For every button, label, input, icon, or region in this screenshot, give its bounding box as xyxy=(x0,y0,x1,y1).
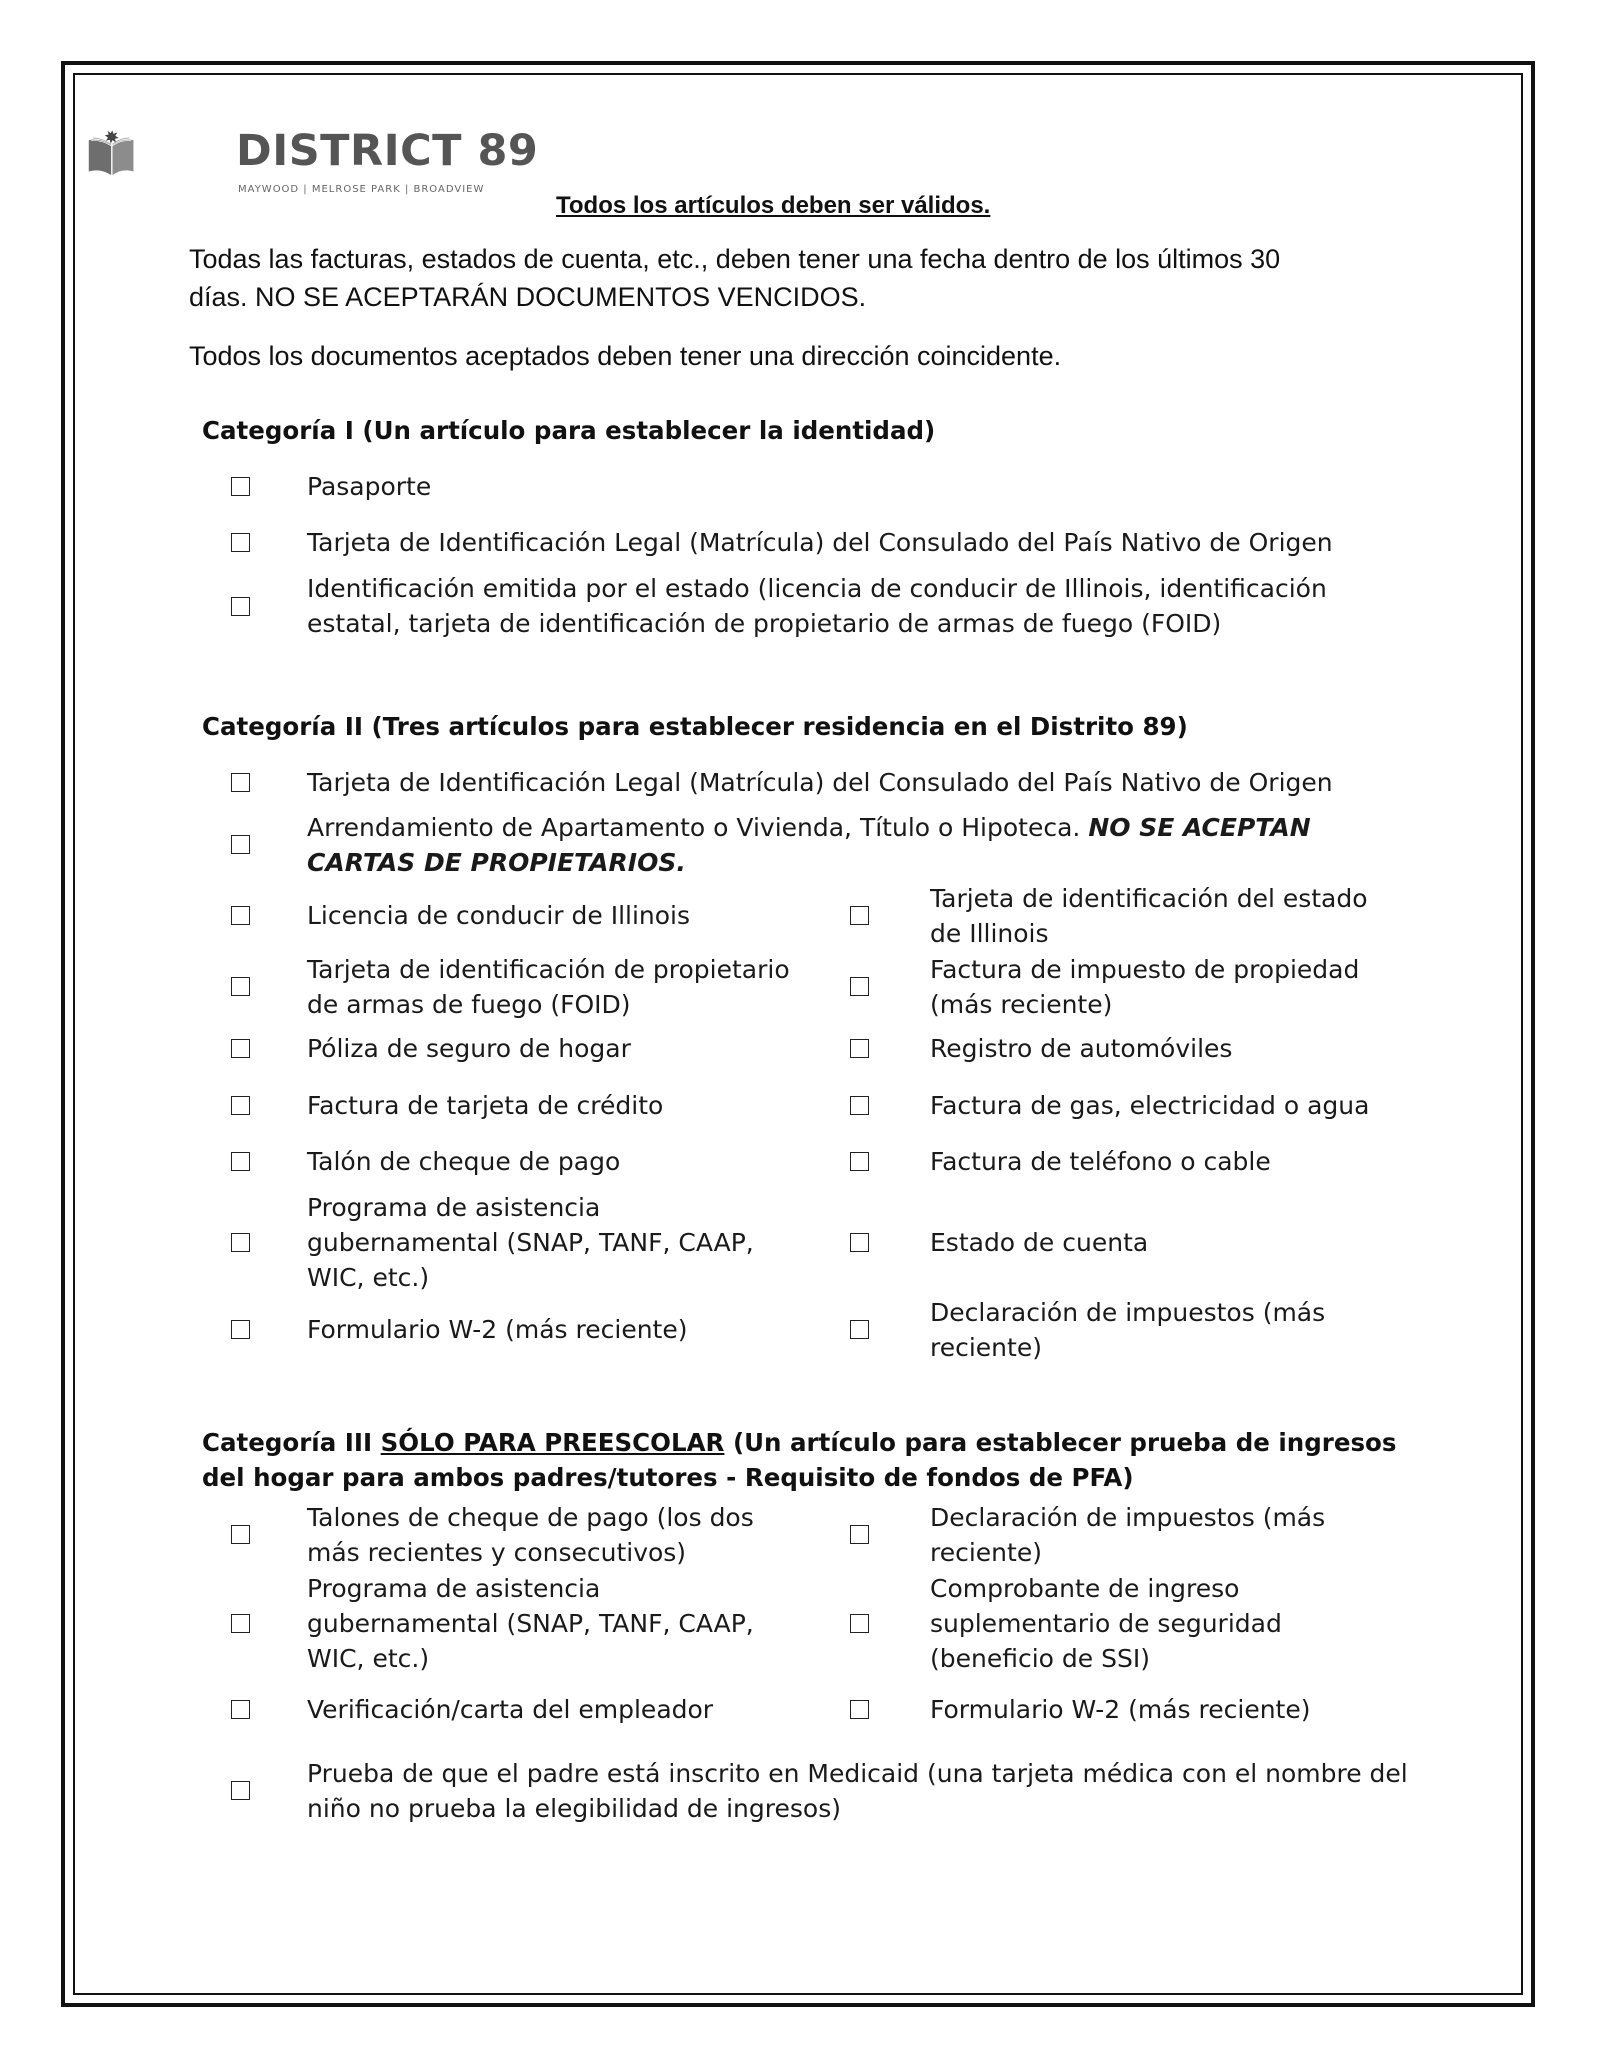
cat3-right-item: Formulario W-2 (más reciente) xyxy=(930,1695,1311,1724)
category-1-heading: Categoría I (Un artículo para establecer la identidad) xyxy=(202,416,936,445)
cat2-left-item: Licencia de conducir de Illinois xyxy=(307,901,691,930)
cat2-left-item: Tarjeta de identificación de propietario de armas de fuego (FOID) xyxy=(307,955,790,1019)
checkbox[interactable] xyxy=(231,906,250,925)
checkbox[interactable] xyxy=(231,1781,250,1800)
cat3-medicaid-item: Prueba de que el padre está inscrito en Medicaid (una tarjeta médica con el nombre del niño no prueba la elegibilidad de ingresos) xyxy=(307,1759,1408,1823)
checkbox[interactable] xyxy=(231,1096,250,1115)
checkbox[interactable] xyxy=(850,906,869,925)
cat3-right-item: Comprobante de ingreso suplementario de seguridad (beneficio de SSI) xyxy=(930,1574,1282,1673)
cat3-left-item: Talones de cheque de pago (los dos más recientes y consecutivos) xyxy=(307,1503,754,1567)
lease-text: Arrendamiento de Apartamento o Vivienda, Título o Hipoteca. xyxy=(307,813,1081,842)
logo-title: DISTRICT 89 xyxy=(236,126,539,176)
checkbox[interactable] xyxy=(231,1700,250,1719)
cat1-item: Identificación emitida por el estado (licencia de conducir de Illinois, identificación estatal, tarjeta de identificación de propietario de armas de fuego (FOID) xyxy=(307,574,1327,638)
checkbox[interactable] xyxy=(850,1096,869,1115)
intro-line-2: días. NO SE ACEPTARÁN DOCUMENTOS VENCIDOS. xyxy=(189,282,867,312)
cat2-left-item: Factura de tarjeta de crédito xyxy=(307,1091,664,1120)
cat2-right-item: Estado de cuenta xyxy=(930,1228,1149,1257)
cat2-right-item: Registro de automóviles xyxy=(930,1034,1233,1063)
cat2-right-item: Factura de impuesto de propiedad (más reciente) xyxy=(930,955,1360,1019)
checkbox[interactable] xyxy=(231,1152,250,1171)
checkbox[interactable] xyxy=(231,977,250,996)
cat1-item: Tarjeta de Identificación Legal (Matrícula) del Consulado del País Nativo de Origen xyxy=(307,528,1333,557)
checkbox[interactable] xyxy=(231,597,250,616)
district-logo-book-icon xyxy=(86,88,236,218)
cat2-item: Tarjeta de Identificación Legal (Matrícula) del Consulado del País Nativo de Origen xyxy=(307,768,1333,797)
cat3-left-item: Programa de asistencia gubernamental (SNAP, TANF, CAAP, WIC, etc.) xyxy=(307,1574,754,1673)
checkbox[interactable] xyxy=(231,835,250,854)
checkbox[interactable] xyxy=(850,1233,869,1252)
checkbox[interactable] xyxy=(231,773,250,792)
checkbox[interactable] xyxy=(231,1320,250,1339)
checkbox[interactable] xyxy=(850,1039,869,1058)
cat2-left-item: Programa de asistencia gubernamental (SNAP, TANF, CAAP, WIC, etc.) xyxy=(307,1193,754,1292)
checkbox[interactable] xyxy=(850,1320,869,1339)
cat3-right-item: Declaración de impuestos (más reciente) xyxy=(930,1503,1326,1567)
cat3-left-item: Verificación/carta del empleador xyxy=(307,1695,714,1724)
intro-line-3: Todos los documentos aceptados deben tener una dirección coincidente. xyxy=(189,341,1062,371)
intro-line-1: Todas las facturas, estados de cuenta, etc., deben tener una fecha dentro de los últimos 30 xyxy=(189,244,1281,274)
cat3-heading-underlined: SÓLO PARA PREESCOLAR xyxy=(380,1428,725,1457)
cat2-left-item: Formulario W-2 (más reciente) xyxy=(307,1315,688,1344)
lease-note: NO SE ACEPTAN CARTAS DE PROPIETARIOS. xyxy=(307,813,1311,877)
cat3-heading-rest: (Un artículo para establecer prueba de ingresos del hogar para ambos padres/tutores - Requisito de fondos de PFA) xyxy=(202,1428,1397,1492)
checkbox[interactable] xyxy=(231,1233,250,1252)
checkbox[interactable] xyxy=(850,1700,869,1719)
checkbox[interactable] xyxy=(850,977,869,996)
checkbox[interactable] xyxy=(850,1525,869,1544)
checkbox[interactable] xyxy=(850,1152,869,1171)
cat2-right-item: Factura de teléfono o cable xyxy=(930,1147,1271,1176)
checkbox[interactable] xyxy=(231,533,250,552)
cat2-right-item: Declaración de impuestos (más reciente) xyxy=(930,1298,1326,1362)
checkbox[interactable] xyxy=(231,477,250,496)
category-3-heading xyxy=(202,1425,1402,1495)
logo-subtitle: MAYWOOD | MELROSE PARK | BROADVIEW xyxy=(238,184,485,195)
category-2-heading: Categoría II (Tres artículos para establecer residencia en el Distrito 89) xyxy=(202,712,1188,741)
cat2-right-item: Factura de gas, electricidad o agua xyxy=(930,1091,1370,1120)
checkbox[interactable] xyxy=(850,1614,869,1633)
valid-notice: Todos los artículos deben ser válidos. xyxy=(556,192,991,219)
cat2-left-item: Talón de cheque de pago xyxy=(307,1147,621,1176)
checkbox[interactable] xyxy=(231,1039,250,1058)
cat2-left-item: Póliza de seguro de hogar xyxy=(307,1034,631,1063)
cat2-right-item: Tarjeta de identificación del estado de Illinois xyxy=(930,884,1368,948)
cat3-heading-prefix: Categoría III xyxy=(202,1428,373,1457)
checkbox[interactable] xyxy=(231,1614,250,1633)
checkbox[interactable] xyxy=(231,1525,250,1544)
cat2-item-lease xyxy=(307,810,1407,880)
cat1-item: Pasaporte xyxy=(307,472,432,501)
